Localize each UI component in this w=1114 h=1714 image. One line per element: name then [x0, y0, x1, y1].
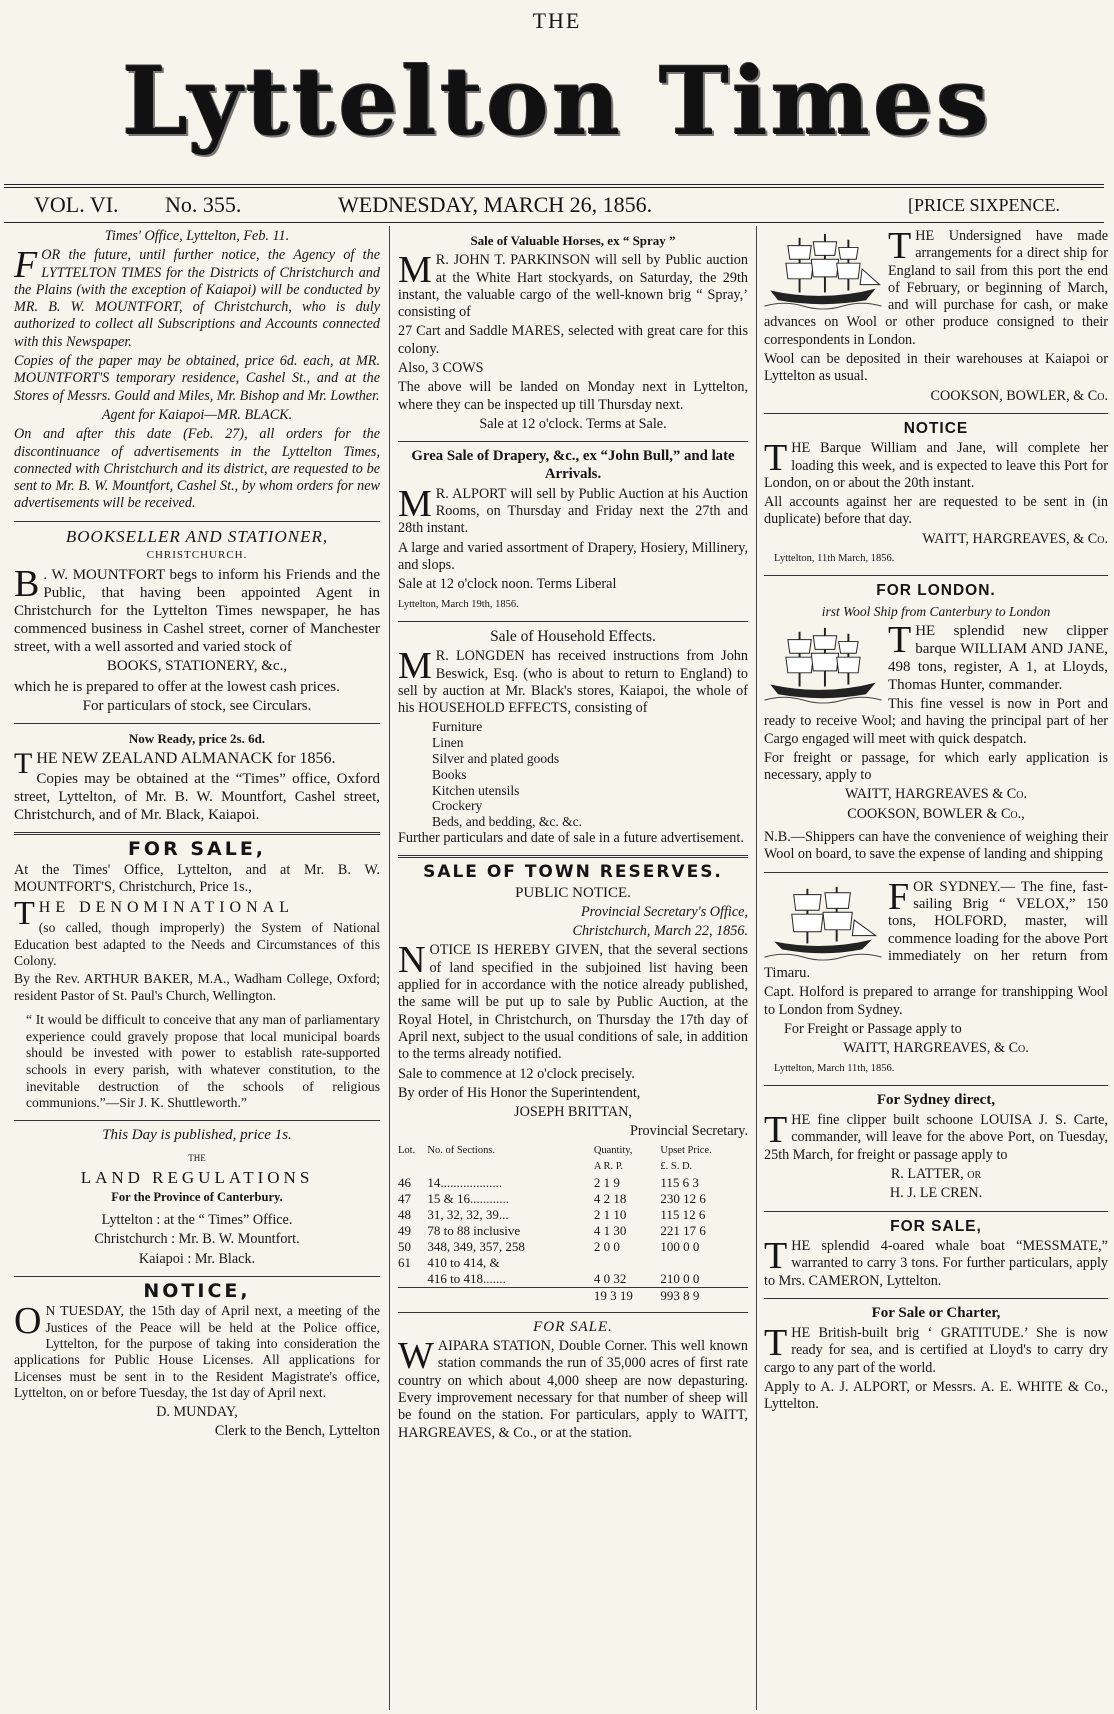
town-reserves-table [398, 1143, 748, 1304]
drop-cap: N [398, 939, 426, 982]
drop-cap: M [398, 249, 432, 292]
horses-heading: Sale of Valuable Horses, ex “ Spray ” [470, 233, 676, 248]
sydney-signature: WAITT, HARGREAVES, & Co. [843, 1040, 1029, 1057]
table-cell [398, 1271, 427, 1288]
bookseller-subheading: CHRISTCHURCH. [146, 549, 248, 562]
gratitude-text: HE British-built brig ‘ GRATITUDE.’ She is now ready for sea, and is certified at Lloyd's to carry dry cargo to any part of the world. [764, 1325, 1108, 1376]
table-header: Upset Price. [660, 1144, 712, 1156]
drapery-heading: Grea Sale of Drapery, &c., ex “John Bull,” and late Arrivals. [411, 448, 735, 482]
agency-dateline: Times' Office, Lyttelton, Feb. 11. [104, 228, 290, 244]
table-cell: 410 to 414, & [427, 1254, 500, 1270]
drapery-text: R. ALPORT will sell by Public Auction at his Auction Rooms, on Thursday and Friday next the 27th and 28th instant. [398, 485, 748, 537]
table-total-quantity: 19 3 19 [593, 1287, 633, 1303]
table-cell: 49 [398, 1222, 411, 1238]
town-reserves-signature-title: Provincial Secretary. [629, 1123, 748, 1140]
town-reserves-notice [398, 939, 748, 1063]
horses-text: R. JOHN T. PARKINSON will sell by Public auction at the White Hart stockyards, on Saturday, the 29th instant, the valuable cargo of the well-known brig “ Spray,’ consisting of [398, 252, 748, 321]
louisa-signature-1: R. LATTER, or [890, 1166, 982, 1183]
table-cell: 115 6 3 [660, 1174, 699, 1190]
rule-top-2 [4, 187, 1104, 188]
drop-cap: M [398, 482, 432, 525]
barque-signature: WAITT, HARGREAVES, & Co. [922, 530, 1108, 547]
table-cell [660, 1255, 748, 1271]
whale-boat-ad [764, 1234, 1108, 1290]
list-item: Crockery [432, 798, 483, 814]
land-christchurch: Christchurch : Mr. B. W. Mountfort. [94, 1231, 300, 1248]
table-cell: 14................... [427, 1174, 503, 1190]
shuttleworth-quote: “ It would be difficult to conceive that any man of parliamentary experience could gravely propose that local municipal boards should be invested with power to establish rate-supported schools in every parish, with whatever constitution, to the inevitable destruction of the schools of religious communions.”—Sir J. K. Shuttleworth.” [26, 1012, 380, 1111]
notice-heading: NOTICE, [143, 1279, 251, 1302]
horses-landing: The above will be landed on Monday next in Lyttelton, where they can be inspected up till Thursday next. [398, 379, 748, 413]
barque-notice-heading: NOTICE [903, 419, 969, 437]
drop-cap: F [888, 875, 910, 918]
column-3 [764, 225, 1108, 1416]
table-cell: 48 [398, 1206, 411, 1222]
separator [764, 872, 1108, 873]
table-total-row [398, 1287, 748, 1304]
list-item: Silver and plated goods [432, 751, 560, 767]
land-published: This Day is published, price 1s. [102, 1126, 292, 1143]
table-cell: 46 [398, 1174, 411, 1190]
issue-number: No. 355. [165, 192, 242, 217]
separator [764, 1211, 1108, 1212]
horses-terms: Sale at 12 o'clock. Terms at Sale. [479, 415, 667, 432]
separator [14, 832, 380, 835]
separator [14, 1276, 380, 1277]
separator [398, 621, 748, 622]
barque-notice-text: HE Barque William and Jane, will complete her loading this week, and is expected to leave this Port for London, on or about the 20th instant. [764, 440, 1108, 491]
louisa-text: HE fine clipper built schoone LOUISA J. S. Carte, commander, will leave for the above Port, on Tuesday, 25th March, for freight or passage apply to [764, 1112, 1108, 1163]
table-cell: 4 0 32 [593, 1270, 627, 1286]
bookseller-ad [14, 563, 380, 656]
table-cell: 230 12 6 [660, 1190, 706, 1206]
list-item: Books [432, 766, 467, 782]
agency-orders: On and after this date (Feb. 27), all orders for the discontinuance of advertisements in the Lyttelton Times, connected with Christchurch and its district, are requested to be sent to Mr. B. W. Mountfort, Cashel St., by whom orders for new advertisements will be received. [14, 426, 380, 512]
sydney-direct-heading: For Sydney direct, [876, 1091, 996, 1108]
waipara-heading: FOR SALE. [533, 1318, 613, 1335]
land-title: LAND REGULATIONS [80, 1168, 314, 1188]
table-cell: 78 to 88 inclusive [427, 1222, 521, 1238]
sailing-ship-icon [764, 881, 882, 963]
separator [764, 1298, 1108, 1299]
town-reserves-text: OTICE IS HEREBY GIVEN, that the several sections of land specified in the subjoined list having been applied for in accordance with the notice already published, the same will be put up to sale by Public Auction, at the Royal Hotel, in Christchurch, on Thursday the 17th day of April next, subject to the usual conditions of sale, in addition to the terms already notified. [398, 942, 748, 1063]
list-item: Linen [432, 735, 464, 751]
almanack-text: Copies may be obtained at the “Times” office, Oxford street, Lyttelton, of Mr. B. W. Mountfort, Cashel street, Christchurch, and of Mr. Black, Kaiapoi. [14, 771, 380, 824]
drop-cap: T [764, 1322, 788, 1365]
boat-sale-heading: FOR SALE, [890, 1217, 982, 1235]
licensing-text: N TUESDAY, the 15th day of April next, a meeting of the Justices of the Peace will be held at the Police office, Lyttelton, for the purpose of taking into consideration the applications for Public House Licenses. All applications for Licenses must be sent in to the Resident Magistrate's office, Lyttelton, on or before Tuesday, the 1st day of April next. [14, 1303, 380, 1401]
town-reserves-date: Christchurch, March 22, 1856. [572, 923, 748, 940]
table-cell: A R. P. [593, 1160, 623, 1172]
table-row [398, 1255, 748, 1271]
table-row [398, 1191, 748, 1207]
drop-cap: T [888, 225, 912, 267]
agency-kaiapoi: Agent for Kaiapoi—MR. BLACK. [101, 406, 293, 423]
bookseller-heading: BOOKSELLER AND STATIONER, [65, 526, 329, 546]
town-reserves-heading: SALE OF TOWN RESERVES. [423, 862, 723, 883]
sydney-freight: For Freight or Passage apply to [784, 1020, 962, 1037]
land-the: THE [188, 1153, 206, 1164]
column-divider-1 [389, 226, 390, 1710]
louisa-ad [764, 1109, 1108, 1164]
issue-date: WEDNESDAY, MARCH 26, 1856. [338, 192, 653, 217]
drop-cap: M [398, 645, 432, 688]
table-cell: 50 [398, 1238, 411, 1254]
land-lyttelton: Lyttelton : at the “ Times” Office. [101, 1211, 293, 1228]
table-cell: 31, 32, 32, 39... [427, 1206, 509, 1222]
dateline [0, 190, 1114, 220]
household-heading: Sale of Household Effects. [490, 627, 656, 645]
almanack-title [14, 747, 380, 781]
almanack-heading: Now Ready, price 2s. 6d. [128, 730, 266, 746]
table-cell: 4 2 18 [593, 1190, 627, 1206]
separator [14, 1120, 380, 1121]
louisa-signature-2: H. J. LE CREN. [889, 1185, 983, 1202]
column-1 [14, 228, 380, 1442]
table-header-row [398, 1143, 748, 1159]
column-2 [398, 228, 748, 1444]
table-cell: 221 17 6 [660, 1222, 706, 1238]
land-subtitle: For the Province of Canterbury. [111, 1189, 283, 1204]
london-signature-1: WAITT, HARGREAVES & Co. [844, 786, 1028, 803]
denominational-author: By the Rev. ARTHUR BAKER, M.A., Wadham College, Oxford; resident Pastor of St. Paul's Church, Wellington. [14, 971, 380, 1003]
drapery-date: Lyttelton, March 19th, 1856. [398, 598, 519, 610]
london-freight: For freight or passage, for which early application is necessary, apply to [764, 749, 1108, 784]
waipara-text: AIPARA STATION, Double Corner. This well known station commands the run of 35,000 acres of first rate country on which about 4,000 sheep are now depasturing. Every improvement necessary for that number of sheep will be found on the station. For particulars, apply to WAITT, HARGREAVES, & Co., or at the station. [398, 1338, 748, 1441]
separator [398, 855, 748, 858]
agency-copies: Copies of the paper may be obtained, price 6d. each, at MR. MOUNTFORT'S temporary residence, Cashel St., and at the Stores of Messrs. Gould and Miles, Mr. Bishop and Mr. Lowther. [14, 353, 380, 404]
sailing-ship-icon [764, 230, 882, 312]
town-reserves-office: Provincial Secretary's Office, [580, 903, 748, 920]
table-cell: £. S. D. [660, 1160, 693, 1172]
barque-accounts: All accounts against her are requested to be sent in (in duplicate) before that day. [764, 494, 1108, 528]
separator [764, 575, 1108, 576]
whale-boat-text: HE splendid 4-oared whale boat “MESSMATE,” warranted to carry 3 tons. For further particulars, apply to Mrs. CAMERON, Lyttelton. [764, 1237, 1108, 1289]
town-reserves-order: By order of His Honor the Superintendent, [398, 1084, 641, 1101]
denominational-title-text: HE DENOMINATIONAL [38, 899, 294, 917]
direct-ship-wool: Wool can be deposited in their warehouses at Kaiapoi or Lyttelton as usual. [764, 351, 1108, 385]
london-subheading: irst Wool Ship from Canterbury to London [821, 603, 1051, 619]
bookseller-prices: which he is prepared to offer at the lowest cash prices. [14, 678, 340, 695]
notice-signature: D. MUNDAY, [156, 1403, 238, 1420]
drapery-ad [398, 482, 748, 538]
table-header: Lot. [398, 1144, 416, 1156]
london-nb: N.B.—Shippers can have the convenience of weighing their Wool on board, to save the expense of landing and shipping [764, 829, 1108, 863]
table-units-row [398, 1159, 748, 1175]
table-row [398, 1239, 748, 1255]
table-cell: 2 1 10 [593, 1206, 627, 1222]
bookseller-text: . W. MOUNTFORT begs to inform his Friends and the Public, that having been appointed Agent in Christchurch for the Lyttelton Times newspaper, he has commenced business in Cashel street, corner of Manchester street, with a well assorted and varied stock of [14, 567, 380, 656]
table-cell: 100 0 0 [660, 1238, 700, 1254]
household-further: Further particulars and date of sale in a future advertisement. [398, 830, 744, 846]
licensing-notice [14, 1300, 380, 1401]
table-header: Quantity, [593, 1144, 633, 1156]
table-cell: 2 1 9 [593, 1174, 620, 1190]
issue-price: [PRICE SIXPENCE. [908, 195, 1061, 215]
volume-number: VOL. VI. [34, 192, 119, 217]
drop-cap: T [888, 618, 912, 661]
london-signature-2: COOKSON, BOWLER & Co., [847, 805, 1025, 822]
almanack-title-text: HE NEW ZEALAND ALMANACK for 1856. [36, 750, 336, 768]
masthead-the: THE [532, 8, 582, 33]
drop-cap: O [14, 1300, 42, 1343]
table-cell: 4 1 30 [593, 1222, 627, 1238]
drop-cap: W [398, 1335, 434, 1378]
barque-notice [764, 437, 1108, 492]
drapery-assortment: A large and varied assortment of Drapery, Hosiery, Millinery, and slops. [398, 539, 748, 574]
town-reserves-commence: Sale to commence at 12 o'clock precisely. [398, 1065, 635, 1082]
rule-top [4, 184, 1104, 185]
separator [764, 413, 1108, 414]
table-row [398, 1271, 748, 1288]
agency-notice [14, 244, 380, 351]
town-reserves-subheading: PUBLIC NOTICE. [515, 884, 631, 901]
separator [14, 723, 380, 724]
denominational-title [14, 895, 380, 933]
separator [764, 1085, 1108, 1086]
household-ad [398, 645, 748, 717]
separator [14, 521, 380, 522]
sydney-text: OR SYDNEY.— The fine, fast-sailing Brig “ VELOX,” 150 tons, HOLFORD, master, will commence loading for the above Port immediately on her return from Timaru. [764, 878, 1108, 982]
horses-ad [398, 249, 748, 321]
table-cell: 210 0 0 [660, 1270, 700, 1286]
waipara-ad [398, 1335, 748, 1442]
horses-cows: Also, 3 COWS [398, 360, 484, 377]
table-cell [594, 1255, 661, 1271]
denominational-text: (so called, though improperly) the System of National Education best adapted to the Needs and Circumstances of this Colony. [14, 920, 380, 968]
charter-heading: For Sale or Charter, [871, 1304, 1001, 1321]
rule-dateline [4, 222, 1104, 223]
gratitude-ad [764, 1322, 1108, 1377]
town-reserves-signature: JOSEPH BRITTAN, [514, 1104, 632, 1121]
drop-cap: T [764, 1234, 788, 1277]
london-text: HE splendid new clipper barque WILLIAM AND JANE, 498 tons, register, A 1, at Lloyds, Thomas Hunter, commander. [888, 622, 1108, 693]
drop-cap: F [14, 244, 38, 287]
table-cell: 416 to 418....... [427, 1270, 506, 1286]
table-cell: 61 [398, 1254, 411, 1270]
list-item: Furniture [432, 719, 483, 735]
household-items [432, 719, 748, 830]
notice-signature-title: Clerk to the Bench, Lyttelton [214, 1422, 380, 1439]
table-cell: 15 & 16............ [427, 1190, 510, 1206]
household-text: R. LONGDEN has received instructions from John Beswick, Esq. (who is about to return to England) to sell by auction at Mr. Black's stores, Kaiapoi, the whole of his HOUSEHOLD EFFECTS, consisting of [398, 648, 748, 717]
table-cell: 348, 349, 357, 258 [427, 1238, 525, 1254]
drop-cap: T [764, 437, 788, 480]
bookseller-circulars: For particulars of stock, see Circulars. [82, 697, 312, 714]
direct-ship-text: HE Undersigned have made arrangements for a direct ship for England to sail from this port the end of February, or beginning of March, and will purchase for cash, or make advances on Wool or other produce consigned to their correspondents in London. [764, 228, 1108, 348]
drop-cap: T [14, 895, 35, 933]
land-kaiapoi: Kaiapoi : Mr. Black. [138, 1250, 256, 1267]
agency-text: OR the future, until further notice, the Agency of the LYTTELTON TIMES for the Districts of Christchurch and the Plains (with the exception of Kaiapoi) will be conducted by MR. B. W. MOUNTFORT, of Christchurch, who is duly authorized to collect all Subscriptions and Accounts connected with this Newspaper. [14, 247, 380, 350]
bookseller-stock: BOOKS, STATIONERY, &c., [106, 658, 288, 675]
column-divider-2 [756, 226, 757, 1710]
for-sale-text: At the Times' Office, Lyttelton, and at Mr. B. W. MOUNTFORT'S, Christchurch, Price 1s., [14, 861, 380, 895]
direct-ship-signature: COOKSON, BOWLER, & Co. [930, 387, 1108, 404]
table-row [398, 1175, 748, 1191]
gratitude-apply: Apply to A. J. ALPORT, or Messrs. A. E. WHITE & Co., Lyttelton. [764, 1379, 1108, 1413]
london-heading: FOR LONDON. [876, 582, 996, 600]
separator [398, 441, 748, 442]
london-wool: This fine vessel is now in Port and ready to receive Wool; and having the principal part of her Cargo engaged will meet with quick despatch. [764, 695, 1108, 747]
sydney-date: Lyttelton, March 11th, 1856. [774, 1062, 895, 1074]
table-cell [427, 1159, 593, 1175]
sydney-transhipping: Capt. Holford is prepared to arrange for transhipping Wool to London from Sydney. [764, 984, 1108, 1018]
horses-mares: 27 Cart and Saddle MARES, selected with great care for this colony. [398, 323, 748, 357]
list-item: Kitchen utensils [432, 782, 520, 798]
table-total-price: 993 8 9 [660, 1287, 700, 1303]
table-row [398, 1223, 748, 1239]
table-header: No. of Sections. [427, 1144, 496, 1156]
table-cell: 47 [398, 1190, 411, 1206]
masthead-title: Lyttelton Times [122, 47, 992, 157]
table-cell: 2 0 0 [593, 1238, 620, 1254]
drapery-terms: Sale at 12 o'clock noon. Terms Liberal [398, 576, 617, 593]
table-cell [398, 1159, 427, 1175]
separator [398, 1312, 748, 1313]
sailing-ship-icon [764, 624, 882, 706]
drop-cap: T [764, 1109, 788, 1152]
barque-date: Lyttelton, 11th March, 1856. [774, 553, 895, 565]
drop-cap: B [14, 563, 40, 606]
for-sale-heading: FOR SALE, [127, 838, 267, 861]
drop-cap: T [14, 747, 33, 781]
table-row [398, 1207, 748, 1223]
list-item: Beds, and bedding, &c. &c. [432, 814, 582, 830]
table-cell: 115 12 6 [660, 1206, 706, 1222]
